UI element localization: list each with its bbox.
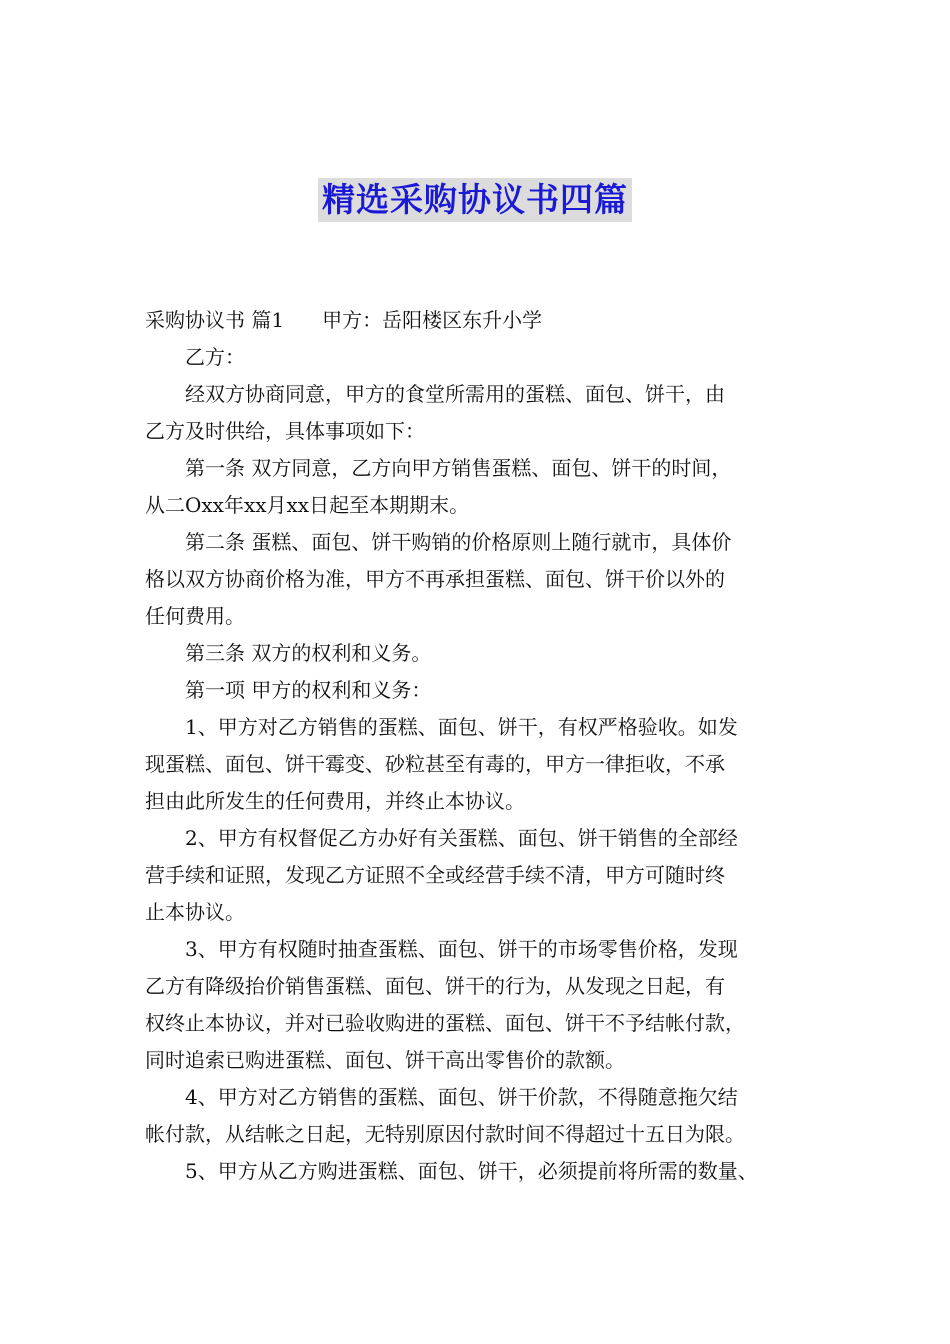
document-body <box>145 302 813 1190</box>
text-line: 乙方有降级抬价销售蛋糕、面包、饼干的行为，从发现之日起，有 <box>145 974 725 998</box>
text-line: 从二Oxx年xx月xx日起至本期期末。 <box>145 493 470 517</box>
document-title: 精选采购协议书四篇 <box>318 178 632 222</box>
text-line: 4、甲方对乙方销售的蛋糕、面包、饼干价款，不得随意拖欠结 <box>145 1085 738 1109</box>
text-line: 担由此所发生的任何费用，并终止本协议。 <box>145 789 525 813</box>
text-line: 1、甲方对乙方销售的蛋糕、面包、饼干，有权严格验收。如发 <box>145 715 738 739</box>
text-line: 止本协议。 <box>145 900 245 924</box>
text-line: 乙方： <box>145 345 245 369</box>
text-line: 第二条 蛋糕、面包、饼干购销的价格原则上随行就市，具体价 <box>145 530 732 554</box>
title-wrapper <box>0 178 950 222</box>
section-heading: 采购协议书 篇1 <box>145 308 285 332</box>
text-line: 同时追索已购进蛋糕、面包、饼干高出零售价的款额。 <box>145 1048 625 1072</box>
text-line: 第一条 双方同意，乙方向甲方销售蛋糕、面包、饼干的时间， <box>145 456 732 480</box>
text-line: 5、甲方从乙方购进蛋糕、面包、饼干，必须提前将所需的数量、 <box>145 1159 758 1183</box>
text-line: 权终止本协议，并对已验收购进的蛋糕、面包、饼干不予结帐付款， <box>145 1011 745 1035</box>
text-line: 格以双方协商价格为准，甲方不再承担蛋糕、面包、饼干价以外的 <box>145 567 725 591</box>
text-line: 3、甲方有权随时抽查蛋糕、面包、饼干的市场零售价格，发现 <box>145 937 738 961</box>
text-line: 帐付款，从结帐之日起，无特别原因付款时间不得超过十五日为限。 <box>145 1122 745 1146</box>
text-line: 2、甲方有权督促乙方办好有关蛋糕、面包、饼干销售的全部经 <box>145 826 738 850</box>
text-line: 任何费用。 <box>145 604 245 628</box>
heading-line <box>145 302 813 339</box>
text-line: 经双方协商同意，甲方的食堂所需用的蛋糕、面包、饼干，由 <box>145 382 725 406</box>
text-line: 现蛋糕、面包、饼干霉变、砂粒甚至有毒的，甲方一律拒收，不承 <box>145 752 725 776</box>
party-a-label: 甲方：岳阳楼区东升小学 <box>322 308 543 332</box>
text-line: 第三条 双方的权利和义务。 <box>145 641 432 665</box>
text-line: 乙方及时供给，具体事项如下： <box>145 419 425 443</box>
text-line: 营手续和证照，发现乙方证照不全或经营手续不清，甲方可随时终 <box>145 863 725 887</box>
text-line: 第一项 甲方的权利和义务： <box>145 678 432 702</box>
